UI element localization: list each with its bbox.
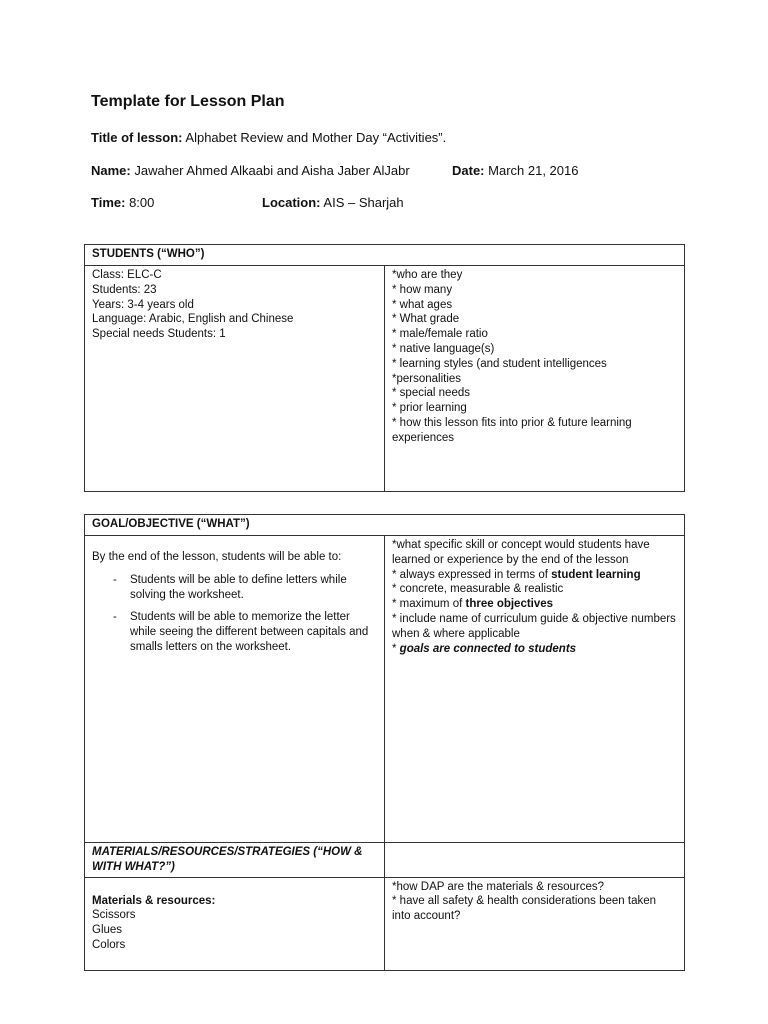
students-notes-cell	[385, 266, 685, 492]
location-label: Location:	[262, 195, 321, 210]
goal-note-text: *	[392, 642, 400, 655]
materials-subheader: Materials & resources:	[92, 894, 216, 907]
goal-note-bold-italic: goals are connected to students	[399, 642, 577, 655]
materials-item: Colors	[92, 938, 126, 951]
materials-note: * have all safety & health considerations been taken into account?	[392, 895, 657, 923]
date-label: Date:	[452, 163, 485, 178]
students-table	[84, 244, 685, 492]
materials-item: Scissors	[92, 909, 136, 922]
students-note: * prior learning	[392, 402, 467, 415]
name-value: Jawaher Ahmed Alkaabi and Aisha Jaber AlJabr	[134, 163, 410, 178]
goal-note-text: * always expressed in terms of	[392, 568, 552, 581]
students-line: Class: ELC-C	[92, 269, 162, 281]
name-label: Name:	[91, 163, 131, 178]
students-note: * native language(s)	[392, 342, 495, 355]
materials-notes-cell	[385, 877, 685, 970]
date-line	[452, 163, 578, 178]
goal-bullet	[92, 610, 377, 654]
goal-note	[392, 568, 677, 583]
students-line: Students: 23	[92, 283, 157, 296]
location-value: AIS – Sharjah	[323, 195, 404, 210]
materials-header-side	[385, 843, 685, 878]
goal-note: * include name of curriculum guide & objective numbers when & where applicable	[392, 612, 676, 640]
page-title: Template for Lesson Plan	[91, 93, 285, 110]
goal-materials-table	[84, 514, 685, 971]
students-note: * What grade	[392, 313, 460, 326]
students-note: * how many	[392, 283, 453, 296]
students-line: Years: 3-4 years old	[92, 298, 194, 311]
time-label: Time:	[91, 195, 126, 210]
materials-note: *how DAP are the materials & resources?	[392, 880, 604, 893]
goal-notes-cell	[385, 536, 685, 843]
name-line	[91, 163, 410, 178]
students-note: * what ages	[392, 298, 453, 311]
goal-bullet	[92, 573, 377, 603]
goal-note: *what specific skill or concept would students have learned or experience by the end of the lesson	[392, 539, 650, 566]
materials-header: MATERIALS/RESOURCES/STRATEGIES (“HOW & WITH WHAT?”)	[85, 843, 385, 878]
goal-header: GOAL/OBJECTIVE (“WHAT”)	[85, 515, 685, 536]
goal-note-text: * maximum of	[392, 598, 466, 611]
students-info-cell	[85, 266, 385, 492]
lesson-title-label: Title of lesson:	[91, 130, 183, 145]
goal-note: * concrete, measurable & realistic	[392, 583, 564, 596]
students-note: * learning styles (and student intelligences	[392, 357, 607, 370]
goal-bullet-text: Students will be able to define letters while solving the worksheet.	[130, 573, 347, 601]
lesson-title-line	[91, 130, 446, 145]
students-note: *who are they	[392, 269, 463, 281]
location-line	[262, 195, 404, 210]
date-value: March 21, 2016	[488, 163, 579, 178]
goal-note	[392, 597, 677, 612]
students-header: STUDENTS (“WHO”)	[85, 245, 685, 266]
time-line	[91, 195, 154, 210]
dash-mark: -	[113, 573, 117, 586]
goal-bullet-text: Students will be able to memorize the letter while seeing the different between capitals and smalls letters on the worksheet.	[130, 611, 369, 653]
students-line: Language: Arabic, English and Chinese	[92, 313, 294, 326]
time-value: 8:00	[129, 195, 155, 210]
goal-note-bold: three objectives	[465, 598, 554, 611]
students-note: *personalities	[392, 372, 462, 385]
goal-intro: By the end of the lesson, students will be able to:	[92, 551, 342, 563]
lesson-title-value: Alphabet Review and Mother Day “Activities”.	[185, 130, 447, 145]
materials-content-cell	[85, 877, 385, 970]
materials-item: Glues	[92, 924, 123, 937]
students-line: Special needs Students: 1	[92, 328, 226, 341]
dash-mark: -	[113, 611, 117, 624]
goal-content-cell	[85, 536, 385, 843]
students-note: * male/female ratio	[392, 328, 488, 341]
students-note: * how this lesson fits into prior & future learning experiences	[392, 416, 632, 444]
goal-note	[392, 642, 677, 657]
goal-note-bold: student learning	[551, 568, 641, 581]
students-note: * special needs	[392, 387, 470, 400]
